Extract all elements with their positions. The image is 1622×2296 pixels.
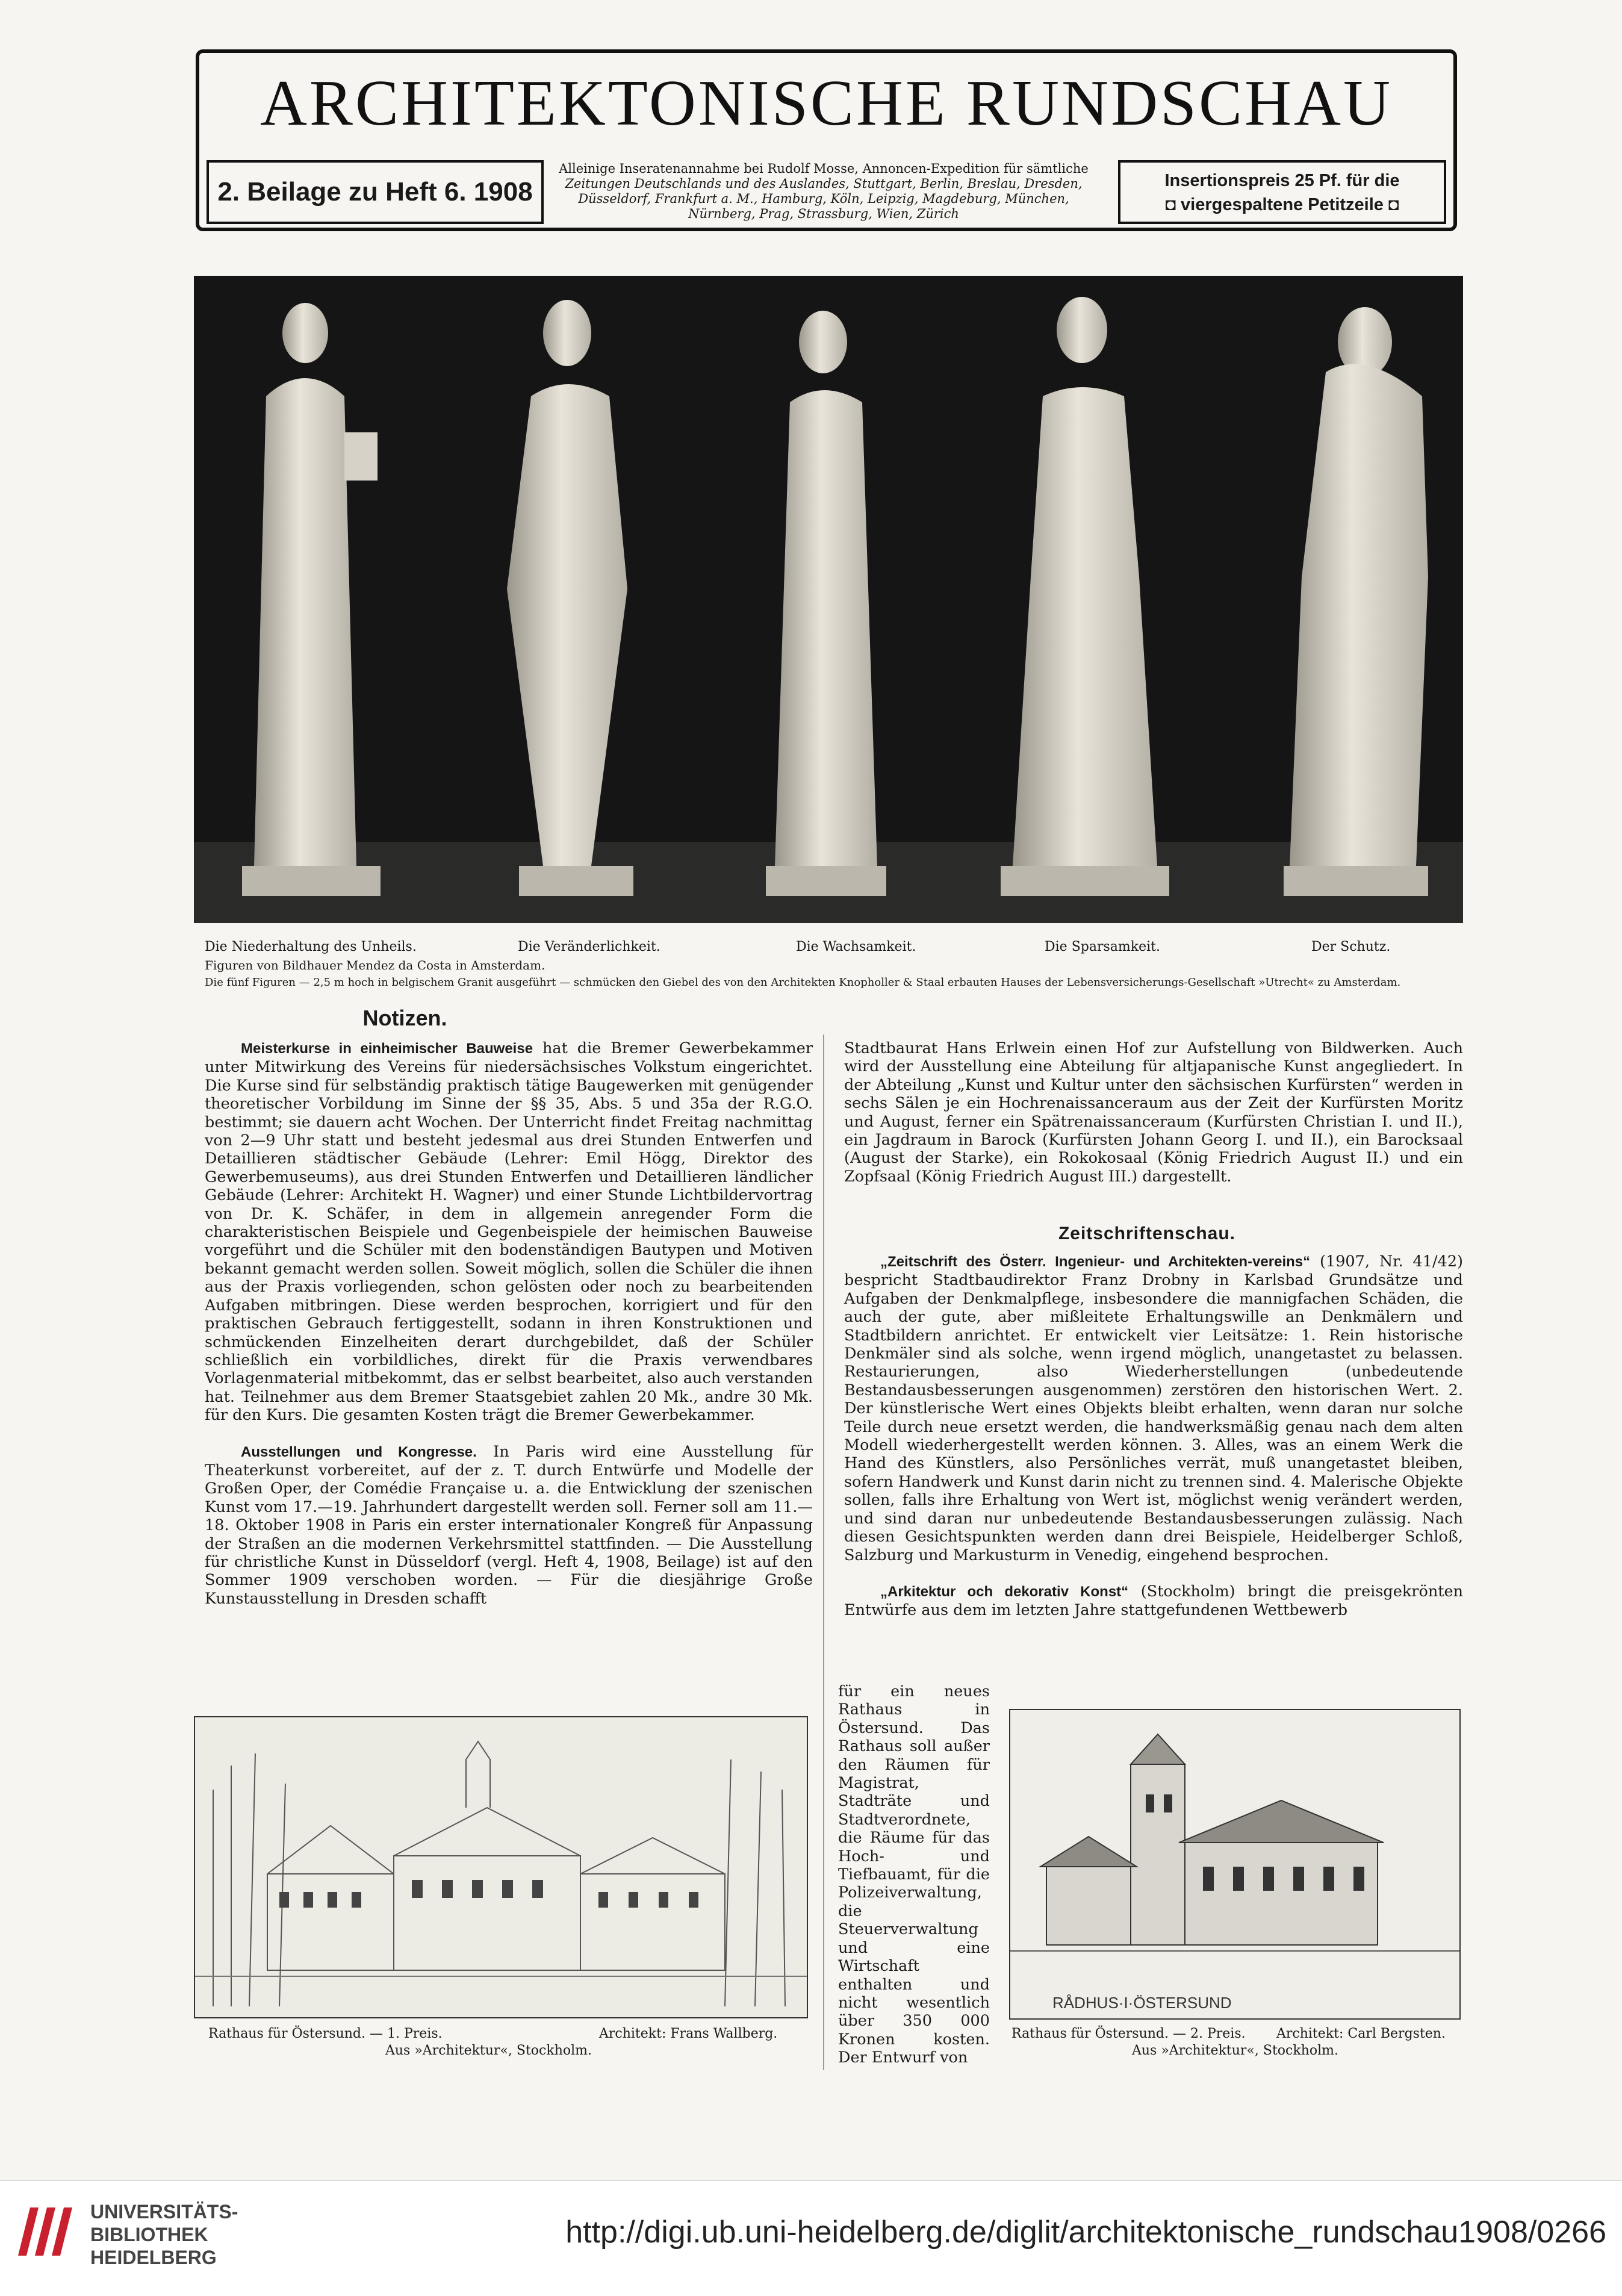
caption-first-prize-source: Aus »Architektur«, Stockholm. (385, 2043, 592, 2058)
rathaus-first-prize-drawing (194, 1716, 808, 2018)
paragraph-dresden: Stadtbaurat Hans Erlwein einen Hof zur Aufstellung von Bildwerken. Auch wird der Ausstellung eine Abteilung für altjapanische Kunst angegliedert. In der Abteilung „Kunst und Kultur unter den sächsischen Kurfürsten“ werden in sechs Sälen je ein Hochrenaissanceraum aus der Zeit der Kurfürsten Moritz und August, ferner ein Spätrenaissanceraum (Kurfürsten Christian I. und II.), ein Jagdraum in Barock (Kurfürsten Johann Georg I. und II.), ein Barocksaal (August der Starke), ein Rokokosaal (König Friedrich August II.) und ein Zopfsaal (König Friedrich August III.) dargestellt. (844, 1039, 1463, 1186)
caption-first-prize: Rathaus für Östersund. — 1. Preis. (208, 2026, 443, 2041)
rathaus-sketch-2 (1010, 1710, 1461, 2020)
caption-second-prize-source: Aus »Architektur«, Stockholm. (1132, 2043, 1339, 2058)
right-column-continued (844, 1039, 1463, 1186)
zeitschriftenschau-heading: Zeitschriftenschau. (1058, 1224, 1236, 1243)
ad-acceptance-notice (559, 161, 1089, 222)
text-oesterr-verein: (1907, Nr. 41/42) bespricht Stadtbaudirektor Franz Drobny in Karlsbad Grundsätze und Aufgaben der Denkmalpflege, insbesondere die mannigfachen Schäden, die auch der gute, aber mißleitete Erhaltungswille an Denkmälern und Stadtbildern anrichtet. Er entwickelt vier Leitsätze: 1. Rein historische Denkmäler sind als solche, wenn irgend möglich, unangetastet zu belassen. Restaurierungen, also Wiederherstellungen (unbedeutende Bestandausbesserungen ausgenommen) zerstören den historischen Wert. 2. Der künstlerische Wert eines Objekts bleibt erhalten, wenn daran nur solche Teile durch neue ersetzt werden, die handwerksmäßig genau nach dem alten Modell wiederhergestellt werden können. 3. Alles, was an einem Werk die Hand des Künstlers, also Persönliches verrät, muß unangetastet bleiben, sofern Handwerk und Kunst darin nicht zu trennen sind. 4. Malerische Objekte sollen, falls ihre Erhaltung von Wert ist, möglichst wenig verändert werden, und sind daran nur unbedeutende Bestandausbesserungen zulässig. Nach diesen Gesichtspunkten werden dann drei Beispiele, Heidelberger Schloß, Salzburg und Markusturm in Venedig, eingehend besprochen. (844, 1252, 1463, 1564)
price-line-1: Insertionspreis 25 Pf. für die (1164, 171, 1400, 190)
ad-line-1: Alleinige Inseratenannahme bei Rudolf Mosse, Annoncen-Expedition für sämtliche (559, 161, 1089, 176)
zeitschriften-column (844, 1252, 1463, 1620)
caption-statue-5: Der Schutz. (1311, 939, 1391, 954)
library-name-line-2: BIBLIOTHEK (90, 2224, 208, 2245)
figure-note: Die fünf Figuren — 2,5 m hoch in belgischem Granit ausgeführt — schmücken den Giebel des von den Architekten Knopholler & Staal erbauten Hauses der Lebensversicherungs-Gesellschaft »Utrecht« zu Amsterdam. (205, 976, 1401, 989)
column-divider (823, 1034, 824, 2070)
library-name-line-3: HEIDELBERG (90, 2247, 217, 2268)
caption-statue-3: Die Wachsamkeit. (796, 939, 916, 954)
masthead-info-row (207, 160, 1446, 224)
caption-second-prize: Rathaus für Östersund. — 2. Preis. (1011, 2026, 1246, 2041)
left-column (205, 1039, 813, 1608)
rathaus-second-prize-drawing (1009, 1709, 1461, 2020)
university-library-logo-icon (12, 2195, 83, 2266)
caption-statue-2: Die Veränderlichkeit. (518, 939, 660, 954)
text-arkitektur: (Stockholm) bringt die preisgekrönten Entwürfe aus dem im letzten Jahre stattgefundenen Wettbewerb (844, 1582, 1464, 1620)
statue-captions (205, 939, 1457, 955)
library-name-line-1: UNIVERSITÄTS- (90, 2201, 238, 2223)
journal-title: ARCHITEKTONISCHE RUNDSCHAU (259, 67, 1393, 139)
paragraph-arkitektur (844, 1582, 1463, 1620)
ad-line-3: Düsseldorf, Frankfurt a. M., Hamburg, Köln, Leipzig, Magdeburg, München, (578, 191, 1069, 206)
lead-ausstellungen: Ausstellungen und Kongresse. (241, 1443, 477, 1460)
caption-first-prize-architect: Architekt: Frans Wallberg. (599, 2026, 778, 2041)
text-meisterkurse: hat die Bremer Gewerbekammer unter Mitwirkung des Vereins für niedersächsisches Volkstum eingerichtet. Die Kurse sind für selbständig praktisch tätige Baugewerken mit genügender theoretischer Vorbildung im Sinne der §§ 35, Abs. 5 und 35a der R.G.O. bestimmt; sie dauern acht Wochen. Der Unterricht findet Freitag nachmittag von 2—9 Uhr statt und besteht jedesmal aus drei Stunden Entwerfen und Detaillieren städtischer Gebäude (Lehrer: Emil Högg, Direktor des Gewerbemuseums), aus drei Stunden Entwerfen und Detaillieren ländlicher Gebäude (Lehrer: Architekt H. Wagner) und einer Stunde Lichtbildervortrag von Dr. K. Schäfer, in dem in allgemein anregender Form die charakteristischen Beispiele und Gegenbeispiele der heimischen Bauweise vorgeführt und die Schüler mit den bodenständigen Bautypen und Motiven bekannt gemacht werden sollen. Soweit möglich, sollen die Schüler die ihnen aus der Praxis vorliegenden, schon gelösten oder noch zu bearbeitenden Aufgaben mitbringen. Diese werden besprochen, korrigiert und für den praktischen Gebrauch fertiggestellt, sodann in ihren Konstruktionen und schmückenden Einzelheiten derart durchgebildet, daß der Schüler schließlich ein vorbildliches, direkt für die Praxis verwendbares Vorlagenmaterial mitbekommt, das er selbst bearbeitet, also auch verstanden hat. Teilnehmer aus dem Bremer Staatsgebiet zahlen 20 Mk., andre 30 Mk. für den Kurs. Die gesamten Kosten trägt die Bremer Gewerbekammer. (205, 1039, 813, 1425)
caption-statue-1: Die Niederhaltung des Unheils. (205, 939, 417, 954)
library-name (90, 2200, 238, 2269)
notizen-heading: Notizen. (362, 1006, 447, 1030)
issue-label: 2. Beilage zu Heft 6. 1908 (207, 160, 544, 224)
price-line-2: ◘ viergespaltene Petitzeile ◘ (1165, 195, 1399, 214)
caption-second-prize-architect: Architekt: Carl Bergsten. (1276, 2026, 1446, 2041)
masthead (196, 49, 1457, 231)
source-url-link[interactable]: http://digi.ub.uni-heidelberg.de/diglit/architektonische_rundschau1908/0266 (565, 2215, 1606, 2250)
digitization-footer (0, 2180, 1622, 2296)
paragraph-meisterkurse (205, 1039, 813, 1425)
statues-illustration (194, 276, 1463, 923)
ad-line-4: Nürnberg, Prag, Strassburg, Wien, Zürich (688, 207, 959, 221)
lead-arkitektur: „Arkitektur och dekorativ Konst“ (880, 1583, 1129, 1600)
sketch-label: RÅDHUS·I·ÖSTERSUND (1052, 1994, 1232, 2012)
narrow-text-column: für ein neues Rathaus in Östersund. Das Rathaus soll außer den Räumen für Magistrat, Stadträte und Stadtverordnete, die Räume für das Hoch- und Tiefbauamt, für die Polizeiverwaltung, die Steuerverwaltung und eine Wirtschaft enthalten und nicht wesentlich über 350 000 Kronen kosten. Der Entwurf von (838, 1682, 990, 2067)
caption-statue-4: Die Sparsamkeit. (1045, 939, 1160, 954)
statues-photograph (194, 276, 1463, 923)
rathaus-sketch-1 (195, 1717, 808, 2018)
text-ausstellungen: In Paris wird eine Ausstellung für Theaterkunst vorbereitet, auf der z. T. durch Entwürfe und Modelle der Großen Oper, der Comédie Française u. a. die Entwicklung der szenischen Kunst vom 17.—19. Jahrhundert dargestellt werden soll. Ferner soll am 11.—18. Oktober 1908 in Paris ein erster internationaler Kongreß für Anpassung der Straßen an die modernen Verkehrsmittel stattfinden. — Die Ausstellung für christliche Kunst in Düsseldorf (vergl. Heft 4, 1908, Beilage) ist auf den Sommer 1909 verschoben worden. — Für die diesjährige Große Kunstausstellung in Dresden schafft (205, 1442, 813, 1608)
ad-line-2: Zeitungen Deutschlands und des Auslandes, Stuttgart, Berlin, Breslau, Dresden, (565, 176, 1083, 191)
lead-oesterr-verein: „Zeitschrift des Österr. Ingenieur- und Architekten-vereins“ (880, 1254, 1311, 1270)
paragraph-oesterr-verein (844, 1252, 1463, 1564)
insertion-price-box (1118, 160, 1446, 224)
lead-meisterkurse: Meisterkurse in einheimischer Bauweise (241, 1041, 533, 1057)
paragraph-ausstellungen (205, 1443, 813, 1608)
figure-credit: Figuren von Bildhauer Mendez da Costa in Amsterdam. (205, 958, 545, 972)
